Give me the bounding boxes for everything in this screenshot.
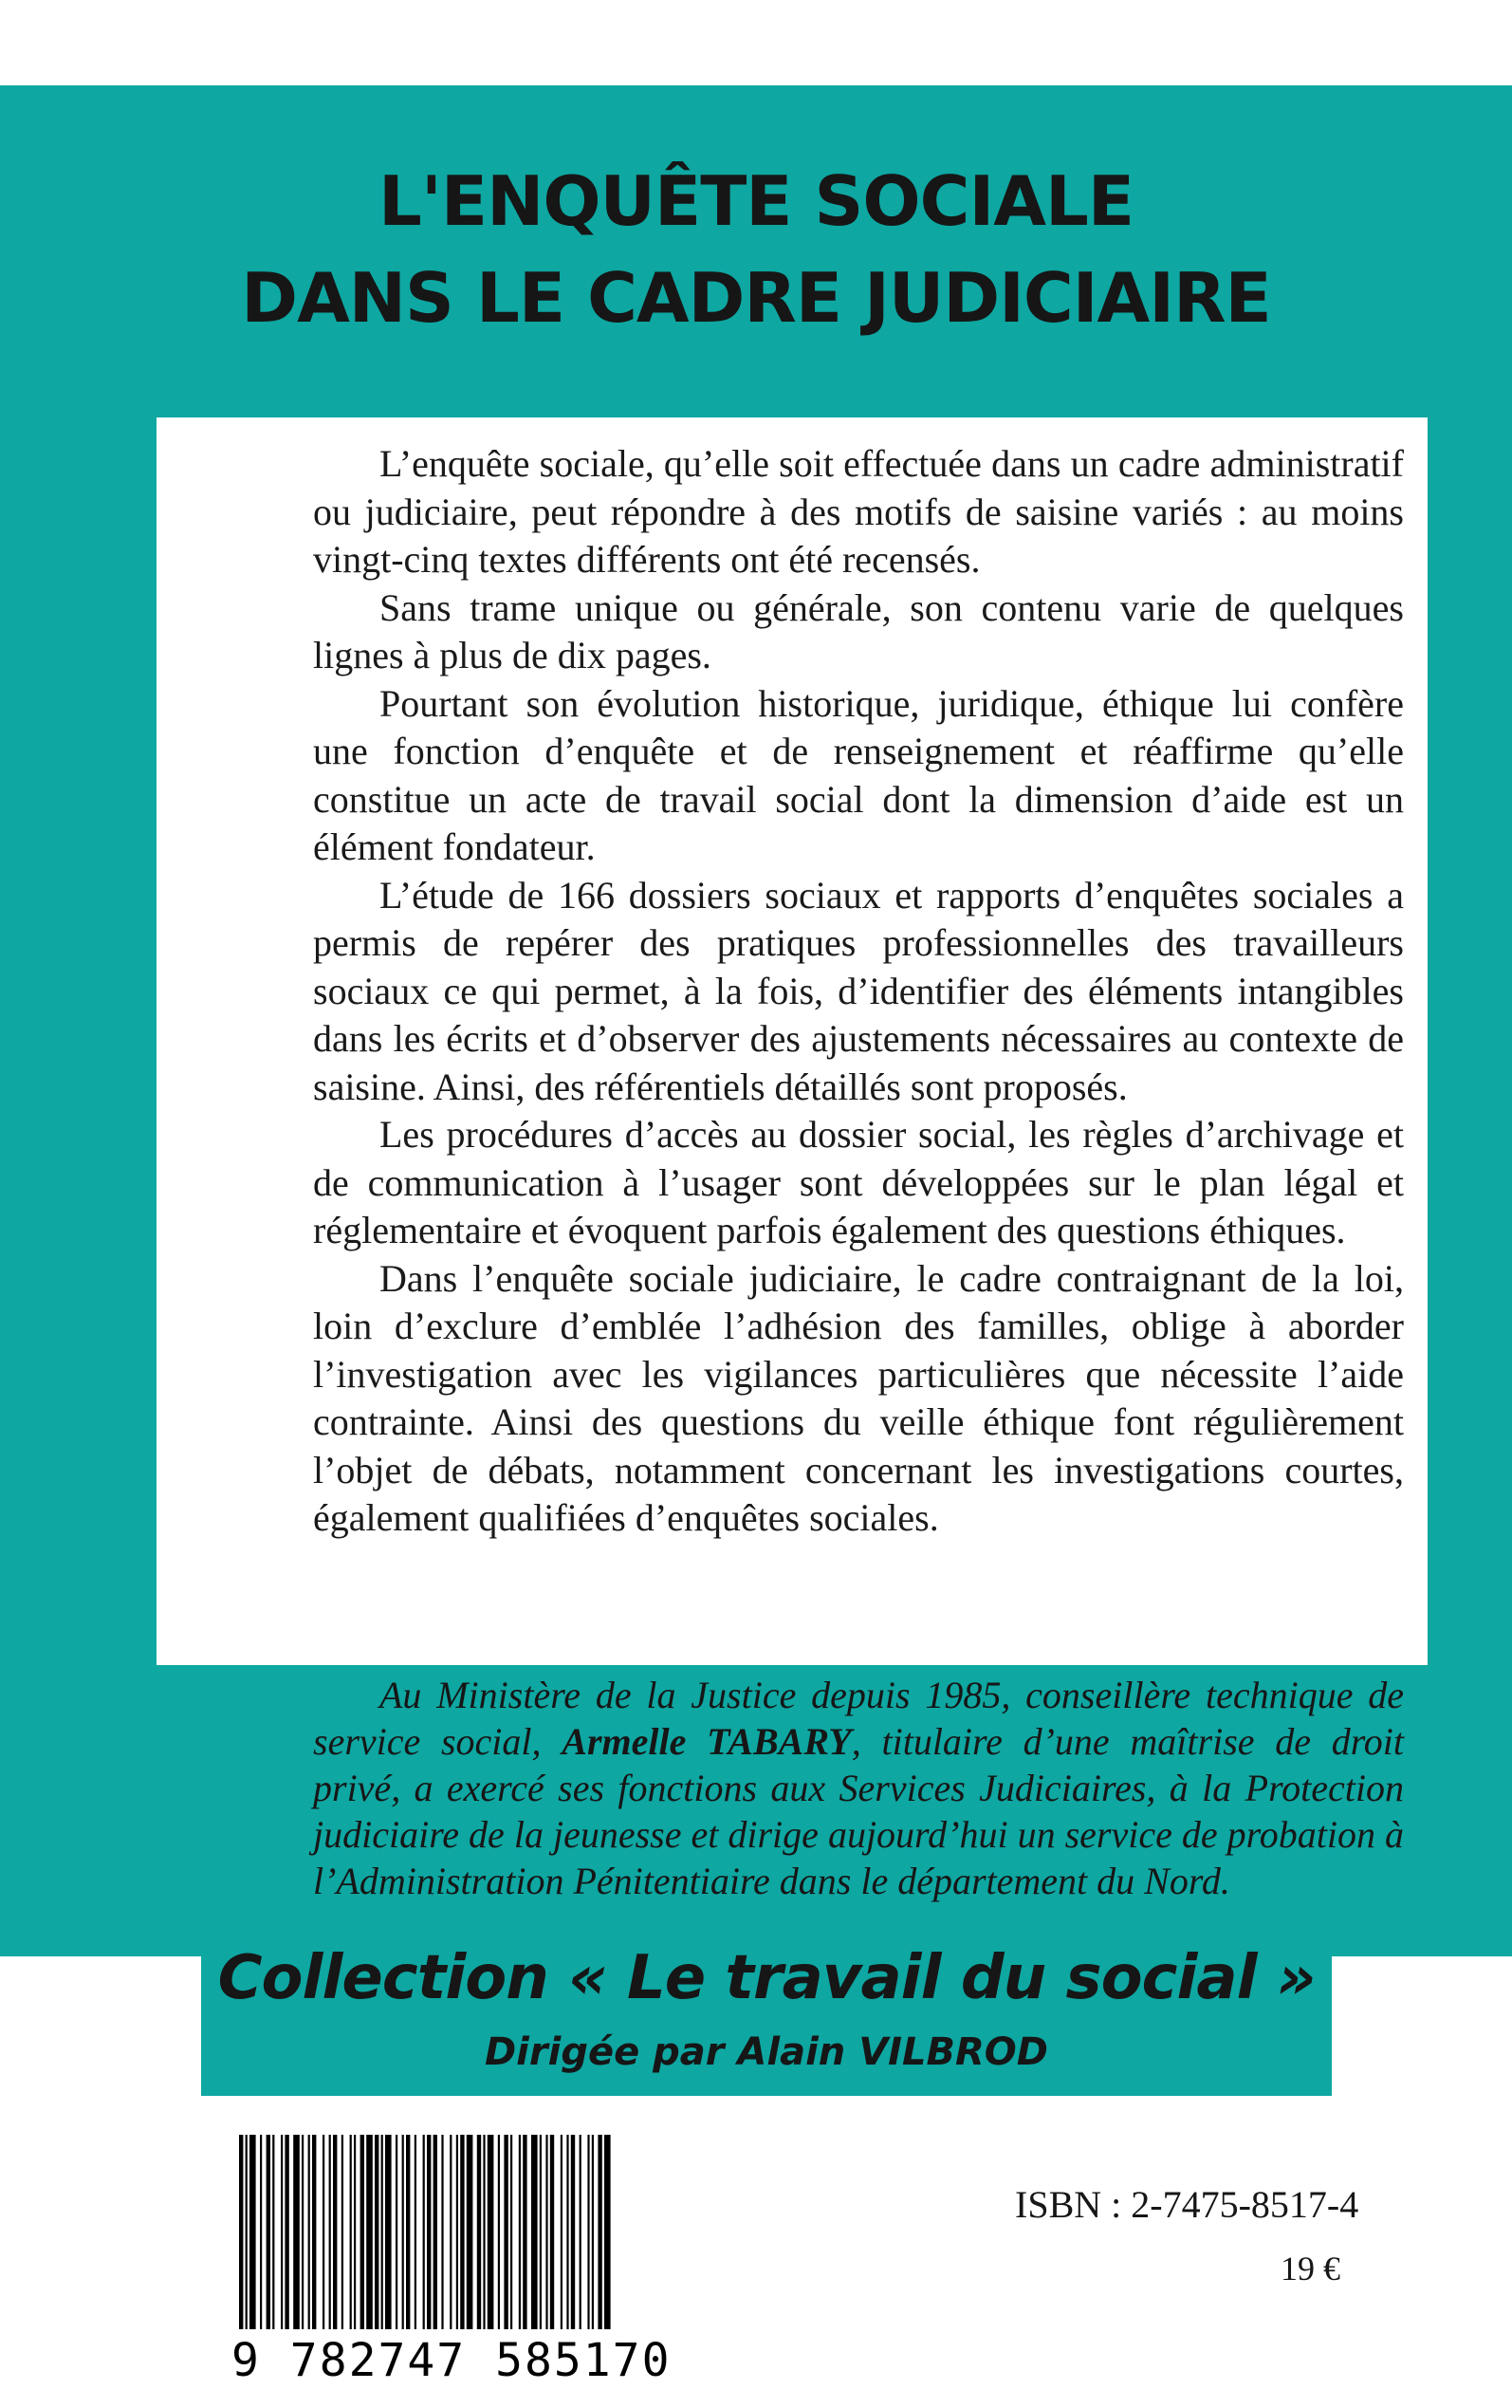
- barcode-bar: [427, 2135, 431, 2329]
- barcode-bar: [260, 2135, 262, 2329]
- barcode-bar: [604, 2135, 611, 2329]
- barcode-bar: [360, 2135, 364, 2329]
- book-title-line-2: DANS LE CADRE JUDICIAIRE: [241, 258, 1271, 338]
- barcode-bar: [406, 2135, 410, 2329]
- author-bio: [313, 1672, 1404, 1904]
- barcode-bar: [381, 2135, 383, 2329]
- barcode-bar: [285, 2135, 288, 2329]
- barcode-bar: [333, 2135, 337, 2329]
- summary-paragraph: L’étude de 166 dossiers sociaux et rapports d’enquêtes sociales a permis de repérer des pratiques professionnelles des travailleurs sociaux ce qui permet, à la fois, d’identifier des éléments intangibles dans les écrits et d’observer des ajustements nécessaires au contexte de saisine. Ainsi, des référentiels détaillés sont proposés.: [313, 873, 1404, 1108]
- summary-paragraph: Pourtant son évolution historique, juridique, éthique lui confère une fonction d’enquête et de renseignement et réaffirme qu’elle constitue un acte de travail social dont la dimension d’aide est un élément fondateur.: [313, 681, 1404, 868]
- barcode-bar: [441, 2135, 443, 2329]
- barcode-bar: [302, 2135, 304, 2329]
- barcode-bar: [592, 2135, 594, 2329]
- summary-paragraph: Sans trame unique ou générale, son contenu varie de quelques lignes à plus de dix pages.: [313, 585, 1404, 676]
- barcode-bar: [598, 2135, 601, 2329]
- barcode-bar: [312, 2135, 316, 2329]
- book-title-line-1: L'ENQUÊTE SOCIALE: [378, 161, 1134, 241]
- barcode-bar: [375, 2135, 378, 2329]
- barcode-bar: [580, 2135, 581, 2329]
- barcode-bar: [498, 2135, 500, 2329]
- barcode-bar: [272, 2135, 274, 2329]
- summary-paragraph: Dans l’enquête sociale judiciaire, le cadre contraignant de la loi, loin d’exclure d’emblée l’adhésion des familles, oblige à aborder l’investigation avec les vigilances particulières que nécessite l’aide contrainte. Ainsi des questions du veille éthique font régulièrement l’objet de débats, notamment concernant les investigations courtes, également qualifiées d’enquêtes sociales.: [313, 1256, 1404, 1539]
- barcode-bar: [519, 2135, 521, 2329]
- barcode-bar: [587, 2135, 589, 2329]
- summary-paragraph: L’enquête sociale, qu’elle soit effectuée dans un cadre administratif ou judiciaire, peut répondre à des motifs de saisine variés : au moins vingt-cinq textes différents ont été recensés.: [313, 442, 1404, 581]
- bio-text-before: Au Ministère de la Justice depuis 1985, conseillère technique de service social,: [313, 1674, 1404, 1763]
- barcode-bar: [561, 2135, 562, 2329]
- barcode-bar: [531, 2135, 538, 2329]
- barcode-bar: [433, 2135, 437, 2329]
- barcode-bar: [341, 2135, 343, 2329]
- barcode-bar: [571, 2135, 575, 2329]
- barcode-bar: [545, 2135, 547, 2329]
- barcode-bar: [249, 2135, 256, 2329]
- barcode-bar: [323, 2135, 324, 2329]
- barcode-bar: [308, 2135, 310, 2329]
- barcode-bar: [460, 2135, 464, 2329]
- barcode-bar: [385, 2135, 392, 2329]
- barcode-bar: [329, 2135, 331, 2329]
- barcode-bar: [523, 2135, 526, 2329]
- price: 19 €: [1281, 2250, 1340, 2288]
- barcode-bar: [423, 2135, 425, 2329]
- barcode-bar: [239, 2135, 243, 2329]
- barcode-bar: [246, 2135, 248, 2329]
- isbn-number: ISBN : 2-7475-8517-4: [1015, 2183, 1359, 2226]
- barcode-bar: [550, 2135, 554, 2329]
- summary-paragraph: Les procédures d’accès au dossier social, les règles d’archivage et de communication à l’usager sont développées sur le plan légal et réglementaire et évoquent parfois également des questions éthiques.: [313, 1113, 1404, 1251]
- barcode-bar: [402, 2135, 404, 2329]
- barcode-bar: [566, 2135, 568, 2329]
- barcode-bar: [510, 2135, 512, 2329]
- barcode-bar: [415, 2135, 416, 2329]
- barcode-bar: [540, 2135, 542, 2329]
- barcode-digits: 9 782747 585170: [231, 2334, 672, 2387]
- barcode-bar: [456, 2135, 458, 2329]
- barcode-bar: [467, 2135, 473, 2329]
- barcode-bar: [350, 2135, 352, 2329]
- barcode-bar: [366, 2135, 373, 2329]
- bio-text-after: , titulaire d’une maîtrise de droit privé, a exercé ses fonctions aux Services Judiciaires, à la Protection judiciaire de la jeunesse et dirige aujourd’hui un service de probation à l’Administration Pénitentiaire dans le département du Nord.: [313, 1720, 1405, 1902]
- left-border-band: [0, 417, 157, 1665]
- collection-title: Collection « Le travail du social »: [217, 1943, 1316, 2013]
- barcode-bar: [281, 2135, 283, 2329]
- barcode-bar: [477, 2135, 481, 2329]
- barcode-bar: [488, 2135, 494, 2329]
- barcode-bar: [267, 2135, 270, 2329]
- title-band: [0, 85, 1512, 417]
- barcode-bar: [354, 2135, 356, 2329]
- right-border-band: [1428, 417, 1512, 1665]
- summary-text: [313, 440, 1404, 1543]
- author-bio-paragraph: [313, 1672, 1404, 1904]
- barcode-image: [231, 2135, 620, 2343]
- barcode-bar: [293, 2135, 300, 2329]
- barcode-bar: [396, 2135, 397, 2329]
- barcode-bar: [483, 2135, 485, 2329]
- barcode-bar: [450, 2135, 452, 2329]
- barcode-bar: [504, 2135, 507, 2329]
- collection-director: Dirigée par Alain VILBROD: [484, 2030, 1049, 2074]
- author-name: Armelle TABARY: [562, 1720, 852, 1763]
